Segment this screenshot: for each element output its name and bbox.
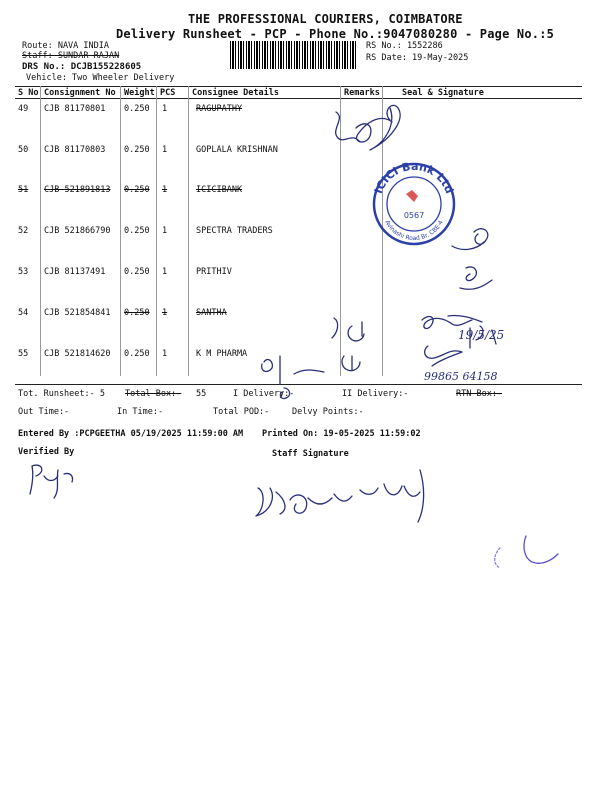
rs-number: RS No.: 1552286 (366, 41, 443, 51)
row-consignment: CJB 521854841 (44, 308, 111, 318)
handwritten-date: 19/5/25 (458, 328, 505, 342)
rs-date: RS Date: 19-May-2025 (366, 53, 469, 63)
handwritten-phone: 99865 64158 (424, 370, 498, 383)
rtn-box: RTN Box:- (456, 389, 503, 399)
row-consignee: PRITHIV (196, 267, 232, 277)
runsheet-subtitle: Delivery Runsheet - PCP - Phone No.:9047080280 - Page No.:5 (116, 27, 555, 41)
row-weight: 0.250 (124, 226, 150, 236)
row-sno: 49 (18, 104, 29, 114)
row-consignee: RAGUPATHY (196, 104, 243, 114)
verified-by: Verified By (18, 447, 75, 457)
row-sno: 50 (18, 145, 29, 155)
col-pcs: PCS (160, 88, 176, 98)
total-box: Total Box:- (125, 389, 182, 399)
col-sno: S No (18, 88, 39, 98)
drs-number: DRS No.: DCJB155228605 (22, 62, 142, 72)
stamp-bank-name: ICICI Bank Ltd (371, 160, 457, 196)
row-consignee: GOPLALA KRISHNAN (196, 145, 278, 155)
row-consignee: K M PHARMA (196, 349, 248, 359)
col-seal-signature: Seal & Signature (402, 88, 484, 98)
row-consignee: SPECTRA TRADERS (196, 226, 273, 236)
entered-by: Entered By :PCPGEETHA 05/19/2025 11:59:00 AM (18, 429, 244, 439)
total-pod: Total POD:- (213, 407, 270, 417)
row-sno: 55 (18, 349, 29, 359)
col-remarks: Remarks (344, 88, 380, 98)
delvy-points: Delvy Points:- (292, 407, 364, 417)
row-pcs: 1 (162, 104, 168, 114)
row-consignment: CJB 521891813 (44, 185, 111, 195)
col-consignee: Consignee Details (192, 88, 279, 98)
total-box-value: 55 (196, 389, 207, 399)
row-pcs: 1 (162, 267, 168, 277)
row-pcs: 1 (162, 226, 168, 236)
row-consignment: CJB 81170803 (44, 145, 106, 155)
row-consignment: CJB 521866790 (44, 226, 111, 236)
row-consignment: CJB 521814620 (44, 349, 111, 359)
stamp-address: Avinashi Road Br. CBE-4 (383, 219, 445, 243)
row-weight: 0.250 (124, 104, 150, 114)
row-sno: 53 (18, 267, 29, 277)
row-pcs: 1 (162, 349, 168, 359)
row-consignee: SANTHA (196, 308, 227, 318)
row-weight: 0.250 (124, 349, 150, 359)
row-pcs: 1 (162, 308, 168, 318)
row-pcs: 1 (162, 185, 168, 195)
row-weight: 0.250 (124, 267, 150, 277)
company-title: THE PROFESSIONAL COURIERS, COIMBATORE (188, 12, 463, 26)
staff-signature-label: Staff Signature (272, 449, 349, 459)
in-time: In Time:- (117, 407, 164, 417)
i-delivery: I Delivery:- (233, 389, 295, 399)
row-consignee: ICICIBANK (196, 185, 243, 195)
route-label: Route: NAVA INDIA (22, 41, 109, 51)
vehicle-label: Vehicle: Two Wheeler Delivery (26, 73, 175, 83)
ii-delivery: II Delivery:- (342, 389, 409, 399)
staff-label: Staff: SUNDAR RAJAN (22, 51, 120, 61)
row-sno: 54 (18, 308, 29, 318)
row-consignment: CJB 81170801 (44, 104, 106, 114)
row-weight: 0.250 (124, 308, 150, 318)
col-weight: Weight (124, 88, 155, 98)
row-consignment: CJB 81137491 (44, 267, 106, 277)
row-weight: 0.250 (124, 145, 150, 155)
row-pcs: 1 (162, 145, 168, 155)
row-sno: 52 (18, 226, 29, 236)
row-sno: 51 (18, 185, 29, 195)
printed-on: Printed On: 19-05-2025 11:59:02 (262, 429, 421, 439)
out-time: Out Time:- (18, 407, 70, 417)
stamp-code: 0567 (403, 211, 425, 220)
row-weight: 0.250 (124, 185, 150, 195)
tot-runsheet: Tot. Runsheet:- 5 (18, 389, 105, 399)
col-consignment: Consignment No (44, 88, 116, 98)
